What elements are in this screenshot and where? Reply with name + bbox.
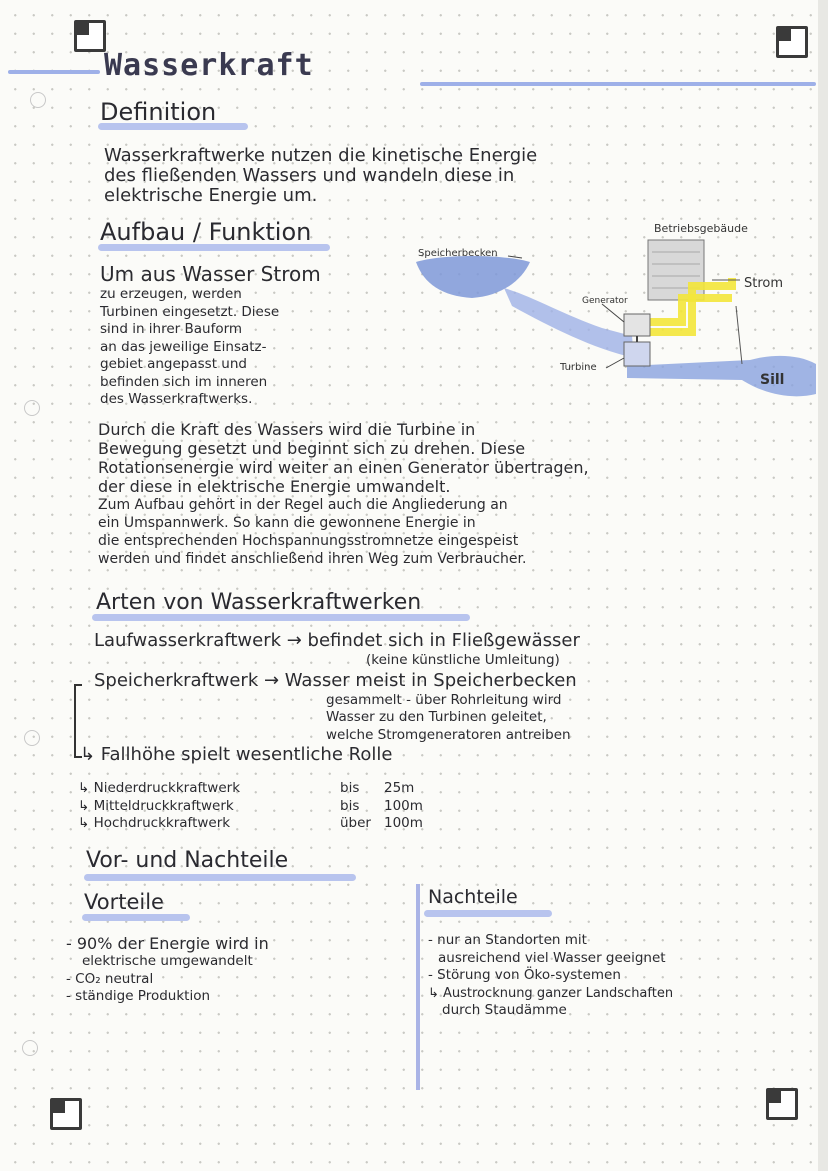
vornach-heading: Vor- und Nachteile <box>86 848 289 873</box>
aufbau-text-wide: Durch die Kraft des Wassers wird die Turbine in Bewegung gesetzt und beginnt sich zu drehen. Diese Rotationsenergie wird weiter an einen Generator übertragen, der diese in elektrische Energie umwandelt. Zum Aufbau gehört in der Regel auch die Angliederung an ein Umspannwerk. So kann die gewonnene Energie in die entsprechenden Hochspannungsstromnetze eingespeist werden und findet anschließend ihren Weg zum Verbraucher. <box>98 420 589 567</box>
label-strom: Strom <box>744 276 784 291</box>
arten-highlight <box>92 614 470 621</box>
label-betriebsgebaeude: Betriebsgebäude <box>654 222 748 235</box>
binder-hole <box>30 92 46 108</box>
nachteile-highlight <box>424 910 552 917</box>
turbine-shape <box>624 342 650 366</box>
column-divider <box>416 884 420 1090</box>
hydropower-diagram <box>412 218 820 404</box>
vornach-highlight <box>84 874 356 881</box>
type-row: ↳ Hochdruckkraftwerk über 100m <box>78 815 423 831</box>
nachteile-heading: Nachteile <box>428 886 518 908</box>
vorteile-list: - 90% der Energie wird in elektrische umgewandelt - CO₂ neutral - ständige Produktion <box>66 934 269 1004</box>
definition-text: Wasserkraftwerke nutzen die kinetische Energie des fließenden Wassers und wandeln diese in elektrische Energie um. <box>104 145 538 206</box>
type-row: ↳ Niederdruckkraftwerk bis 25m <box>78 780 415 796</box>
aufbau-text-narrow: Um aus Wasser Strom zu erzeugen, werden Turbinen eingesetzt. Diese sind in ihrer Bauform an das jeweilige Einsatz- gebiet angepasst und befinden sich im inneren des Wasserkraftwerks. <box>100 262 321 407</box>
label-turbine: Turbine <box>560 362 597 373</box>
kraftwerk-types <box>78 780 538 833</box>
corner-mark-bottom-left <box>50 1098 82 1130</box>
vorteile-heading: Vorteile <box>84 890 164 914</box>
generator-shape <box>624 314 650 336</box>
binder-hole <box>24 730 40 746</box>
corner-mark-top-left <box>74 20 106 52</box>
corner-mark-top-right <box>776 26 808 58</box>
aufbau-heading: Aufbau / Funktion <box>100 218 312 246</box>
binder-hole <box>24 400 40 416</box>
outflow-river <box>627 356 816 396</box>
label-speicherbecken: Speicherbecken <box>418 248 498 259</box>
corner-mark-bottom-right <box>766 1088 798 1120</box>
page-title: Wasserkraft <box>104 48 314 83</box>
page-right-edge <box>818 0 828 1171</box>
arten-heading: Arten von Wasserkraftwerken <box>96 590 422 615</box>
title-underline-right <box>420 82 816 86</box>
definition-heading: Definition <box>100 98 217 126</box>
type-row: ↳ Mitteldruckkraftwerk bis 100m <box>78 797 423 814</box>
arten-lines: Laufwasserkraftwerk → befindet sich in Fließgewässer (keine künstliche Umleitung) Speicherkraftwerk → Wasser meist in Speicherbecken gesammelt - über Rohrleitung wird Wasser zu den Turbinen geleitet, welche Stromgeneratoren antreiben ↳ Fallhöhe spielt wesentliche Rolle <box>80 630 580 765</box>
nachteile-list: - nur an Standorten mit ausreichend viel Wasser geeignet - Störung von Öko-systemen ↳ Austrocknung ganzer Landschaften durch Staudämme <box>428 932 674 1018</box>
title-underline-left <box>8 70 100 74</box>
label-sill: Sill <box>760 372 785 388</box>
label-generator: Generator <box>582 296 628 306</box>
binder-hole <box>22 1040 38 1056</box>
vorteile-highlight <box>82 914 190 921</box>
